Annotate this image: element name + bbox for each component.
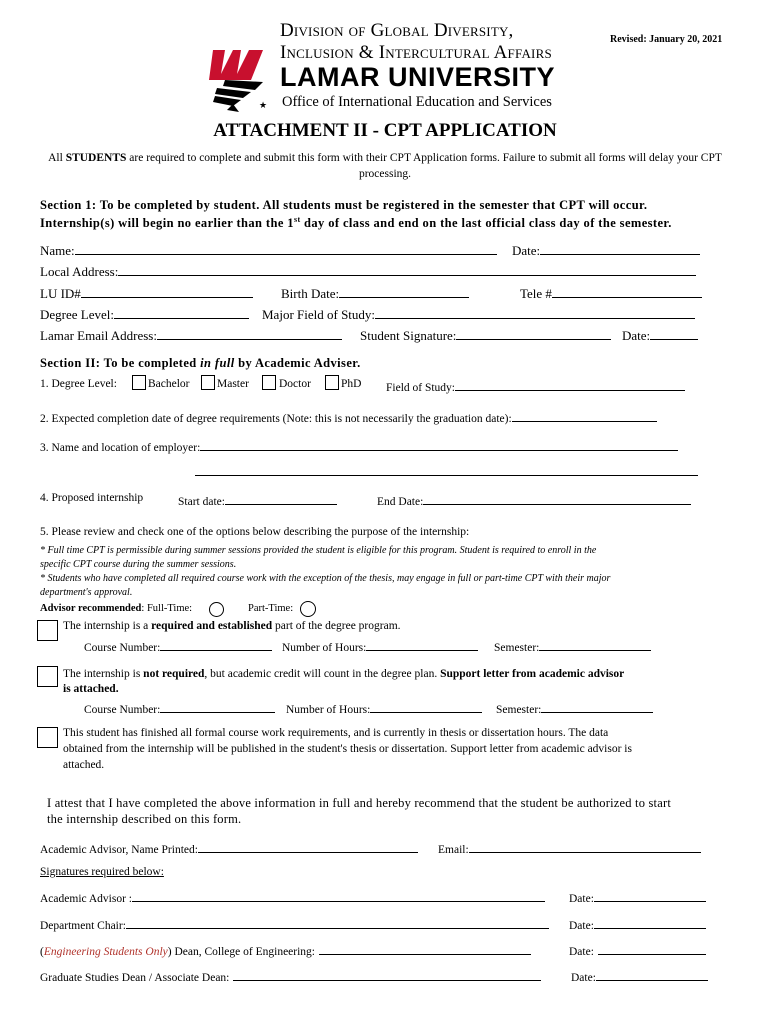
employer-field[interactable]: 3. Name and location of employer: (40, 438, 678, 454)
department-chair-signature[interactable]: Department Chair: (40, 916, 549, 932)
q4-label: 4. Proposed internship (40, 492, 144, 504)
name-field[interactable]: Name: (40, 242, 497, 259)
q5-label: 5. Please review and check one of the options below describing the purpose of the internship: (40, 526, 470, 538)
employer-field-line2[interactable] (195, 474, 698, 476)
signatures-required: Signatures required below: (40, 866, 164, 878)
section1-heading-2: Internship(s) will begin no earlier than the 1st day of class and end on the last official class day of the semester. (40, 215, 672, 231)
option3-checkbox[interactable] (37, 727, 58, 748)
master-label: Master (217, 378, 249, 390)
full-time-radio[interactable] (209, 602, 224, 617)
birth-date-field[interactable]: Birth Date: (281, 285, 469, 302)
office-name: Office of International Education and Services (282, 94, 552, 110)
section1-heading-1: Section 1: To be completed by student. All students must be registered in the semester that CPT will occur. (40, 198, 648, 212)
note2-line2: department's approval. (40, 587, 133, 598)
degree-level-field[interactable]: Degree Level: (40, 306, 249, 323)
advisor-email-field[interactable]: Email: (438, 840, 701, 856)
local-address-field[interactable]: Local Address: (40, 263, 696, 280)
academic-advisor-signature[interactable]: Academic Advisor : (40, 889, 545, 905)
lamar-lu-logo (203, 46, 273, 114)
option2-semester-field[interactable]: Semester: (496, 700, 653, 716)
option3-line3: attached. (63, 759, 105, 771)
doctor-checkbox[interactable] (262, 375, 276, 390)
option2-hours-field[interactable]: Number of Hours: (286, 700, 482, 716)
student-signature-field[interactable]: Student Signature: (360, 327, 611, 344)
division-line-1: Division of Global Diversity, (280, 20, 514, 41)
option1-semester-field[interactable]: Semester: (494, 638, 651, 654)
part-time-radio[interactable] (300, 601, 316, 617)
department-chair-date[interactable]: Date: (569, 916, 706, 932)
page-title: ATTACHMENT II - CPT APPLICATION (213, 120, 557, 141)
section2-heading: Section II: To be completed in full by Academic Adviser. (40, 356, 361, 370)
academic-advisor-date[interactable]: Date: (569, 889, 706, 905)
option1-text: The internship is a required and established part of the degree program. (63, 620, 401, 632)
option2-checkbox[interactable] (37, 666, 58, 687)
phd-checkbox[interactable] (325, 375, 339, 390)
university-name: LAMAR UNIVERSITY (280, 62, 556, 92)
field-of-study-field[interactable]: Field of Study: (386, 378, 685, 394)
note1-line2: specific CPT course during the summer sessions. (40, 559, 237, 570)
engineering-dean-date[interactable]: Date: (569, 942, 706, 958)
graduate-dean-signature[interactable]: Graduate Studies Dean / Associate Dean: (40, 968, 541, 984)
q1-label: 1. Degree Level: (40, 378, 117, 390)
completion-date-field[interactable]: 2. Expected completion date of degree requirements (Note: this is not necessarily the graduation date): (40, 409, 657, 425)
bachelor-checkbox[interactable] (132, 375, 146, 390)
revised-date: Revised: January 20, 2021 (610, 34, 723, 45)
option3-line1: This student has finished all formal course work requirements, and is currently in thesis or dissertation hours. The data (63, 727, 609, 739)
start-date-field[interactable]: Start date: (178, 492, 337, 508)
doctor-label: Doctor (279, 378, 311, 390)
option3-line2: obtained from the internship will be published in the student's thesis or dissertation. Support letter from academic advisor is (63, 743, 632, 755)
phd-label: PhD (341, 378, 362, 390)
lu-id-field[interactable]: LU ID# (40, 285, 253, 302)
master-checkbox[interactable] (201, 375, 215, 390)
major-field[interactable]: Major Field of Study: (262, 306, 695, 323)
date-field[interactable]: Date: (512, 242, 700, 259)
attest-line2: the internship described on this form. (47, 812, 242, 826)
engineering-dean-signature[interactable]: (Engineering Students Only) Dean, College of Engineering: (40, 942, 531, 958)
tele-field[interactable]: Tele # (520, 285, 702, 302)
bachelor-label: Bachelor (148, 378, 190, 390)
date2-field[interactable]: Date: (622, 327, 698, 344)
advisor-name-field[interactable]: Academic Advisor, Name Printed: (40, 840, 418, 856)
email-field[interactable]: Lamar Email Address: (40, 327, 342, 344)
graduate-dean-date[interactable]: Date: (571, 968, 708, 984)
end-date-field[interactable]: End Date: (377, 492, 691, 508)
option2-text-2: is attached. (63, 683, 119, 695)
division-line-2: Inclusion & Intercultural Affairs (280, 42, 552, 63)
intro-text: All STUDENTS are required to complete and submit this form with their CPT Application forms. Failure to submit all forms will delay your CPT processing. (48, 152, 722, 180)
option2-text: The internship is not required, but academic credit will count in the degree plan. Support letter from academic advisor (63, 668, 625, 680)
note1-line1: * Full time CPT is permissible during summer sessions provided the student is eligible for this program. Student is required to enroll in the (40, 545, 597, 556)
option1-course-number-field[interactable]: Course Number: (84, 638, 272, 654)
option2-course-number-field[interactable]: Course Number: (84, 700, 275, 716)
attest-line1: I attest that I have completed the above information in full and hereby recommend that the student be authorized to start (47, 796, 671, 810)
option1-checkbox[interactable] (37, 620, 58, 641)
option1-hours-field[interactable]: Number of Hours: (282, 638, 478, 654)
part-time-label: Part-Time: (248, 603, 294, 614)
advisor-recommended: Advisor recommended: Full-Time: (40, 603, 193, 614)
svg-text:★: ★ (259, 100, 268, 110)
note2-line1: * Students who have completed all required course work with the exception of the thesis, may engage in full or part-time CPT with their major (40, 573, 611, 584)
